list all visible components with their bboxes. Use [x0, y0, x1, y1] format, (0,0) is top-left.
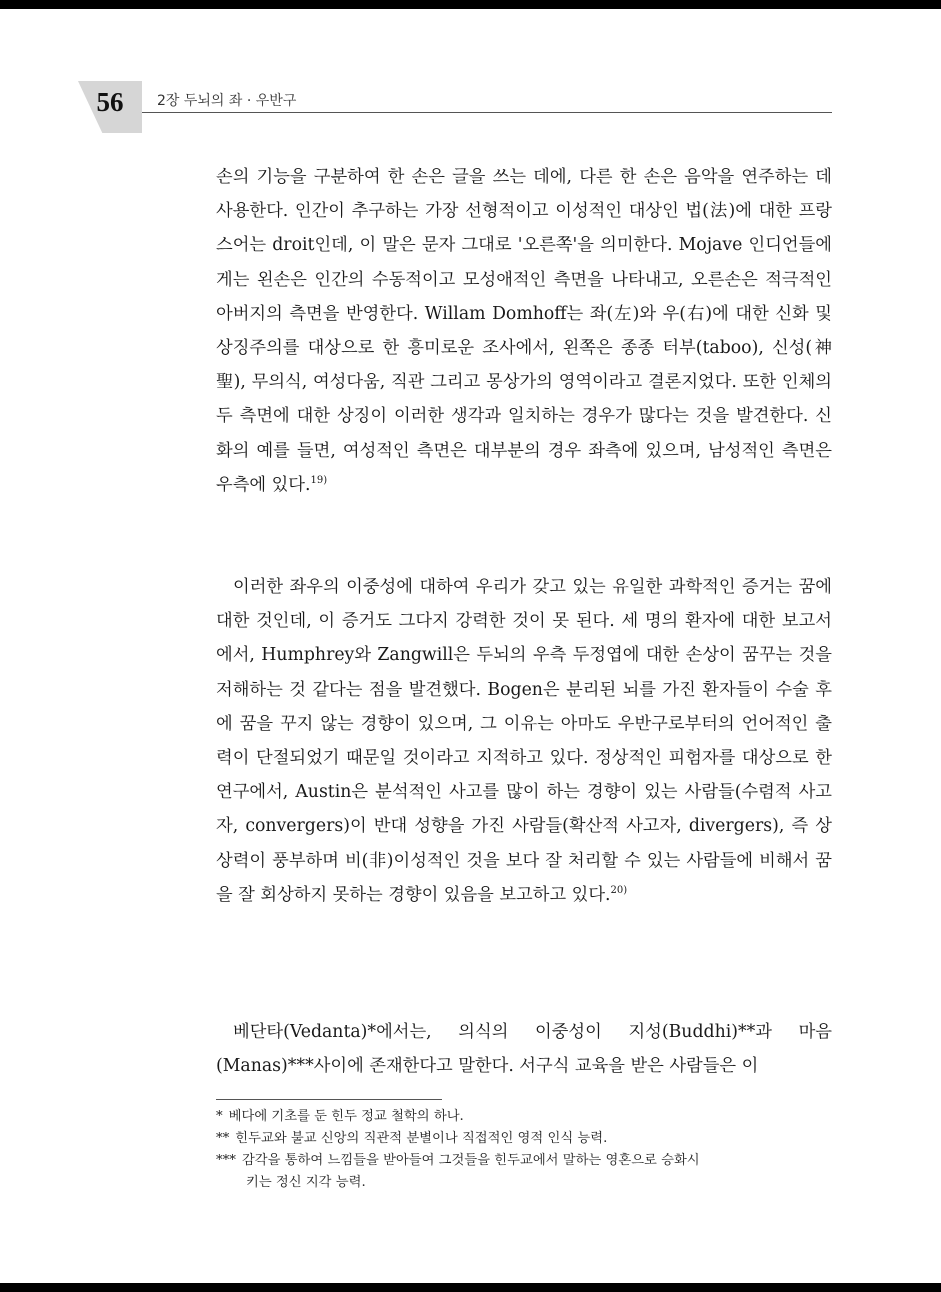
footnote-text: 감각을 통하여 느낌들을 받아들여 그것들을 힌두교에서 말하는 영혼으로 승화시: [241, 1153, 700, 1168]
body-paragraph-1: [216, 160, 832, 502]
footnote-mark: ***: [216, 1153, 236, 1168]
bottom-border-bar: [0, 1283, 941, 1292]
top-border-bar: [0, 0, 941, 9]
footnote-item: [216, 1106, 832, 1128]
footnote-text: 힌두교와 불교 신앙의 직관적 분별이나 직접적인 영적 인식 능력.: [235, 1131, 608, 1146]
running-head: 2장 두뇌의 좌 · 우반구: [157, 93, 297, 109]
footnote-mark: **: [216, 1131, 230, 1146]
citation-superscript: 19): [310, 475, 328, 487]
paragraph-text: 손의 기능을 구분하여 한 손은 글을 쓰는 데에, 다른 한 손은 음악을 연주하는 데 사용한다. 인간이 추구하는 가장 선형적이고 이성적인 대상인 법(法)에 대한 프랑스어는 droit인데, 이 말은 문자 그대로 '오른쪽'을 의미한다. Mojave 인디언들에게는 왼손은 인간의 수동적이고 모성애적인 측면을 나타내고, 오른손은 적극적인 아버지의 측면을 반영한다. Willam Domhoff는 좌(左)와 우(右)에 대한 신화 및 상징주의를 대상으로 한 흥미로운 조사에서, 왼쪽은 종종 터부(taboo), 신성(神聖), 무의식, 여성다움, 직관 그리고 몽상가의 영역이라고 결론지었다. 또한 인체의 두 측면에 대한 상징이 이러한 생각과 일치하는 경우가 많다는 것을 발견한다. 신화의 예를 들면, 여성적인 측면은 대부분의 경우 좌측에 있으며, 남성적인 측면은 우측에 있다.: [216, 167, 832, 495]
footnote-rule: [216, 1099, 442, 1100]
footnote-text: 베다에 기초를 둔 힌두 정교 철학의 하나.: [228, 1109, 464, 1124]
page-number: 56: [96, 87, 124, 117]
body-paragraph-2: [216, 570, 832, 912]
footnotes: [216, 1106, 832, 1194]
body-paragraph-3: [216, 1015, 832, 1083]
paragraph-text: 베단타(Vedanta)*에서는, 의식의 이중성이 지성(Buddhi)**과 마음(Manas)***사이에 존재한다고 말한다. 서구식 교육을 받은 사람들은 이: [216, 1022, 832, 1077]
paragraph-text: 이러한 좌우의 이중성에 대하여 우리가 갖고 있는 유일한 과학적인 증거는 꿈에 대한 것인데, 이 증거도 그다지 강력한 것이 못 된다. 세 명의 환자에 대한 보고서에서, Humphrey와 Zangwill은 두뇌의 우측 두정엽에 대한 손상이 꿈꾸는 것을 저해하는 것 같다는 점을 발견했다. Bogen은 분리된 뇌를 가진 환자들이 수술 후에 꿈을 꾸지 않는 경향이 있으며, 그 이유는 아마도 우반구로부터의 언어적인 출력이 단절되었기 때문일 것이라고 지적하고 있다. 정상적인 피험자를 대상으로 한 연구에서, Austin은 분석적인 사고를 많이 하는 경향이 있는 사람들(수렴적 사고자, convergers)이 반대 성향을 가진 사람들(확산적 사고자, divergers), 즉 상상력이 풍부하며 비(非)이성적인 것을 보다 잘 처리할 수 있는 사람들에 비해서 꿈을 잘 회상하지 못하는 경향이 있음을 보고하고 있다.: [216, 577, 832, 905]
header-rule: [142, 112, 832, 113]
citation-superscript: 20): [610, 885, 628, 897]
footnote-mark: *: [216, 1109, 223, 1124]
footnote-continuation: 키는 정신 지각 능력.: [246, 1175, 366, 1190]
footnote-item: [216, 1128, 832, 1150]
footnote-item: [216, 1150, 832, 1172]
